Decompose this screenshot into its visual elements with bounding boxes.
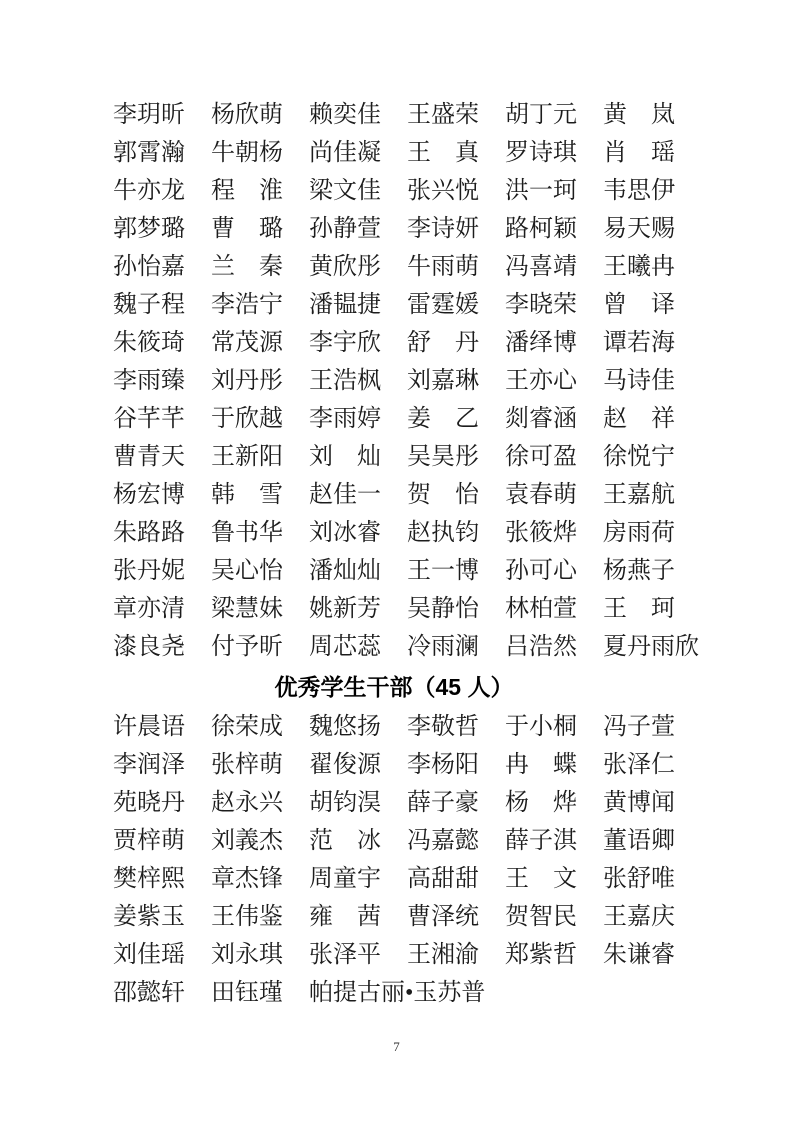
student-name: 李晓荣	[505, 292, 577, 318]
student-name: 朱谦睿	[603, 942, 675, 968]
student-name: 刘嘉琳	[407, 368, 479, 394]
student-name: 张丹妮	[113, 558, 185, 584]
student-name: 王 文	[505, 866, 577, 892]
student-name: 谷芊芊	[113, 406, 185, 432]
student-name: 冷雨澜	[407, 634, 479, 660]
name-row	[113, 248, 675, 286]
student-name: 曾 译	[603, 292, 675, 318]
student-name: 冯嘉懿	[407, 828, 479, 854]
name-row	[113, 708, 675, 746]
student-name: 吴昊彤	[407, 444, 479, 470]
name-row	[113, 552, 675, 590]
student-name: 杨 烨	[505, 790, 577, 816]
student-name: 胡丁元	[505, 102, 577, 128]
student-name: 王伟鉴	[211, 904, 283, 930]
student-name: 李敬哲	[407, 714, 479, 740]
student-name-list-outstanding-cadres	[113, 708, 675, 1012]
student-name: 王浩枫	[309, 368, 381, 394]
name-row	[113, 134, 675, 172]
page-number: 7	[393, 1039, 400, 1054]
student-name: 程 淮	[211, 178, 283, 204]
student-name: 雷霆媛	[407, 292, 479, 318]
student-name: 赵 祥	[603, 406, 675, 432]
student-name: 房雨荷	[603, 520, 675, 546]
student-name: 翟俊源	[309, 752, 381, 778]
student-name: 孙可心	[505, 558, 577, 584]
student-name: 韦思伊	[603, 178, 675, 204]
student-name: 贾梓萌	[113, 828, 185, 854]
name-row	[113, 898, 675, 936]
student-name: 李诗妍	[407, 216, 479, 242]
name-row	[113, 172, 675, 210]
student-name: 王嘉庆	[603, 904, 675, 930]
student-name: 周童宇	[309, 866, 381, 892]
student-name: 赵永兴	[211, 790, 283, 816]
student-name: 吕浩然	[505, 634, 577, 660]
page-footer	[0, 1038, 793, 1056]
student-name: 李杨阳	[407, 752, 479, 778]
student-name: 王 珂	[603, 596, 675, 622]
name-row	[113, 286, 675, 324]
student-name: 徐荣成	[211, 714, 283, 740]
student-name: 刘義杰	[211, 828, 283, 854]
student-name: 徐可盈	[505, 444, 577, 470]
student-name: 田钰瑾	[211, 980, 283, 1006]
student-name: 吴静怡	[407, 596, 479, 622]
student-name: 王一博	[407, 558, 479, 584]
student-name: 许晨语	[113, 714, 185, 740]
student-name: 孙静萱	[309, 216, 381, 242]
student-name: 王曦冉	[603, 254, 675, 280]
name-row	[113, 936, 675, 974]
student-name: 梁慧妹	[211, 596, 283, 622]
student-name: 孙怡嘉	[113, 254, 185, 280]
name-row	[113, 628, 699, 666]
student-name: 苑晓丹	[113, 790, 185, 816]
student-name: 潘绎博	[505, 330, 577, 356]
student-name: 胡钧淏	[309, 790, 381, 816]
student-name: 尚佳凝	[309, 140, 381, 166]
student-name: 林柏萱	[505, 596, 577, 622]
student-name: 董语卿	[603, 828, 675, 854]
student-name: 贺智民	[505, 904, 577, 930]
student-name: 易天赐	[603, 216, 675, 242]
student-name: 李雨臻	[113, 368, 185, 394]
student-name: 黄 岚	[603, 102, 675, 128]
student-name: 肖 瑶	[603, 140, 675, 166]
student-name: 王 真	[407, 140, 479, 166]
student-name: 牛亦龙	[113, 178, 185, 204]
student-name: 邵懿轩	[113, 980, 185, 1006]
student-name: 王嘉航	[603, 482, 675, 508]
student-name: 于欣越	[211, 406, 283, 432]
student-name: 李宇欣	[309, 330, 381, 356]
student-name: 李雨婷	[309, 406, 381, 432]
student-name: 剡睿涵	[505, 406, 577, 432]
student-name: 于小桐	[505, 714, 577, 740]
name-row	[113, 362, 675, 400]
student-name: 章亦清	[113, 596, 185, 622]
section-heading-outstanding-student-cadres: 优秀学生干部（45 人）	[274, 674, 514, 700]
student-name: 张泽仁	[603, 752, 675, 778]
student-name: 黄博闻	[603, 790, 675, 816]
student-name: 潘韫捷	[309, 292, 381, 318]
name-row	[113, 746, 675, 784]
student-name: 薛子豪	[407, 790, 479, 816]
name-row	[113, 590, 675, 628]
student-name: 郭梦璐	[113, 216, 185, 242]
student-name: 赵执钧	[407, 520, 479, 546]
student-name: 魏悠扬	[309, 714, 381, 740]
student-name: 吴心怡	[211, 558, 283, 584]
student-name: 洪一珂	[505, 178, 577, 204]
student-name: 鲁书华	[211, 520, 283, 546]
student-name: 徐悦宁	[603, 444, 675, 470]
student-name: 王新阳	[211, 444, 283, 470]
student-name: 兰 秦	[211, 254, 283, 280]
student-name: 郑紫哲	[505, 942, 577, 968]
student-name: 常茂源	[211, 330, 283, 356]
student-name: 牛雨萌	[407, 254, 479, 280]
student-name: 付予昕	[211, 634, 283, 660]
student-name: 郭霄瀚	[113, 140, 185, 166]
student-name: 韩 雪	[211, 482, 283, 508]
student-name: 姜紫玉	[113, 904, 185, 930]
student-name-list-top	[113, 96, 699, 666]
student-name: 李浩宁	[211, 292, 283, 318]
student-name: 杨宏博	[113, 482, 185, 508]
student-name: 杨欣萌	[211, 102, 283, 128]
student-name: 朱路路	[113, 520, 185, 546]
name-row	[113, 974, 675, 1012]
student-name: 马诗佳	[603, 368, 675, 394]
student-name: 刘佳瑶	[113, 942, 185, 968]
student-name: 雍 茜	[309, 904, 381, 930]
student-name: 李润泽	[113, 752, 185, 778]
student-name: 夏丹雨欣	[603, 634, 699, 660]
student-name: 贺 怡	[407, 482, 479, 508]
student-name: 姜 乙	[407, 406, 479, 432]
name-row	[113, 400, 675, 438]
student-name: 冯喜靖	[505, 254, 577, 280]
student-name: 赵佳一	[309, 482, 381, 508]
student-name: 牛朝杨	[211, 140, 283, 166]
student-name: 樊梓熙	[113, 866, 185, 892]
student-name: 刘冰睿	[309, 520, 381, 546]
student-name: 王亦心	[505, 368, 577, 394]
student-name: 袁春萌	[505, 482, 577, 508]
name-row	[113, 96, 675, 134]
student-name: 刘丹彤	[211, 368, 283, 394]
student-name: 姚新芳	[309, 596, 381, 622]
student-name: 谭若海	[603, 330, 675, 356]
student-name: 王湘渝	[407, 942, 479, 968]
student-name: 刘永琪	[211, 942, 283, 968]
student-name: 帕提古丽•玉苏普	[309, 980, 486, 1006]
student-name: 张梓萌	[211, 752, 283, 778]
student-name: 漆良尧	[113, 634, 185, 660]
student-name: 魏子程	[113, 292, 185, 318]
name-row	[113, 514, 675, 552]
student-name: 张兴悦	[407, 178, 479, 204]
student-name: 薛子淇	[505, 828, 577, 854]
name-row	[113, 210, 675, 248]
student-name: 黄欣彤	[309, 254, 381, 280]
student-name: 冉 蝶	[505, 752, 577, 778]
student-name: 潘灿灿	[309, 558, 381, 584]
name-row	[113, 476, 675, 514]
student-name: 曹 璐	[211, 216, 283, 242]
name-row	[113, 860, 675, 898]
student-name: 高甜甜	[407, 866, 479, 892]
name-row	[113, 822, 675, 860]
student-name: 章杰锋	[211, 866, 283, 892]
student-name: 赖奕佳	[309, 102, 381, 128]
student-name: 梁文佳	[309, 178, 381, 204]
name-row	[113, 784, 675, 822]
student-name: 曹泽统	[407, 904, 479, 930]
student-name: 张筱烨	[505, 520, 577, 546]
student-name: 冯子萱	[603, 714, 675, 740]
student-name: 张泽平	[309, 942, 381, 968]
name-row	[113, 438, 675, 476]
student-name: 朱筱琦	[113, 330, 185, 356]
student-name: 王盛荣	[407, 102, 479, 128]
student-name: 曹青天	[113, 444, 185, 470]
student-name: 李玥昕	[113, 102, 185, 128]
student-name: 周芯蕊	[309, 634, 381, 660]
student-name: 路柯颖	[505, 216, 577, 242]
student-name: 罗诗琪	[505, 140, 577, 166]
student-name: 杨燕子	[603, 558, 675, 584]
student-name: 刘 灿	[309, 444, 381, 470]
name-row	[113, 324, 675, 362]
student-name: 舒 丹	[407, 330, 479, 356]
student-name: 张舒唯	[603, 866, 675, 892]
student-name: 范 冰	[309, 828, 381, 854]
